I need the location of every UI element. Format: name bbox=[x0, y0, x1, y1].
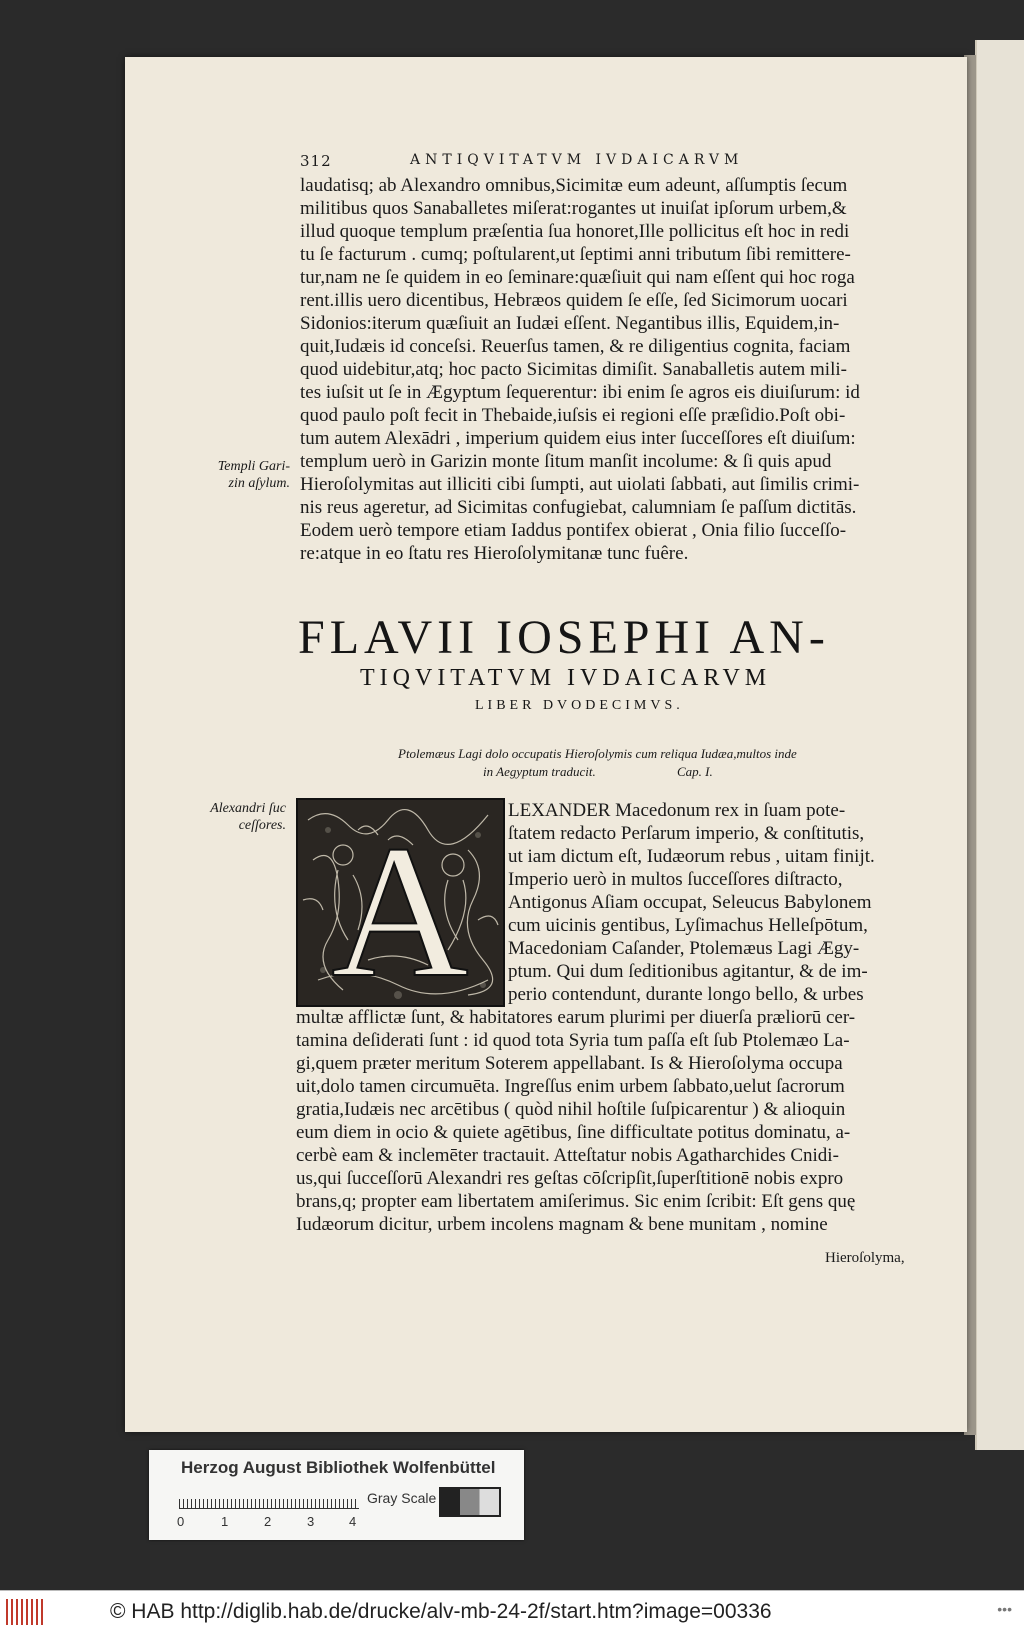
margin-note-line: Templi Gari- bbox=[217, 459, 290, 474]
text-line: perio contendunt, durante longo bello, & urbes bbox=[508, 984, 864, 1005]
margin-note-templi bbox=[190, 458, 290, 492]
facing-page-edge bbox=[975, 40, 1024, 1450]
running-head bbox=[300, 152, 820, 172]
scale-number: 1 bbox=[221, 1514, 229, 1529]
more-options-icon[interactable]: ••• bbox=[997, 1601, 1012, 1617]
source-url[interactable]: © HAB http://diglib.hab.de/drucke/alv-mb-24-2f/start.htm?image=00336 bbox=[110, 1600, 772, 1623]
text-line: Hieroſolymitas aut illiciti cibi ſumpti, aut uiolati ſabbati, aut ſimilis crimi- bbox=[300, 474, 860, 495]
chapter-summary-line-2: in Aegyptum traducit. bbox=[483, 764, 596, 779]
woodcut-illustration bbox=[298, 800, 503, 1005]
book-title-line-2: TIQVITATVM IVDAICARVM bbox=[360, 665, 772, 691]
text-line: re:atque in eo ſtatu res Hieroſolymitanæ tunc fuêre. bbox=[300, 543, 689, 564]
margin-note-line: Alexandri ſuc bbox=[210, 801, 286, 816]
chapter-number: Cap. I. bbox=[677, 764, 713, 779]
margin-note-line: zin aſylum. bbox=[228, 476, 290, 491]
text-line: tum autem Alexādri , imperium quidem eius inter ſucceſſores eſt diuiſum: bbox=[300, 428, 856, 449]
page-number: 312 bbox=[300, 152, 332, 170]
text-line: brans,q; propter eam libertatem amiſerimus. Sic enim ſcribit: Eſt gens quę bbox=[296, 1191, 856, 1212]
text-line: quod paulo poſt fecit in Thebaide,iuſsis ei regioni eſſe præſidio.Poſt obi- bbox=[300, 405, 846, 426]
initial-letter: A bbox=[331, 807, 469, 1005]
text-line: Iudæorum dicitur, urbem incolens magnam & bene munitam , nomine bbox=[296, 1214, 828, 1235]
scale-number: 2 bbox=[264, 1514, 272, 1529]
gray-scale-swatch bbox=[439, 1487, 501, 1517]
text-line: Eodem uerò tempore etiam Iaddus pontifex obierat , Onia filio ſucceſſo- bbox=[300, 520, 847, 541]
library-name: Herzog August Bibliothek Wolfenbüttel bbox=[181, 1458, 496, 1477]
book-title-line-3: LIBER DVODECIMVS. bbox=[475, 698, 684, 713]
text-line: Sidonios:iterum quæſiuit an Iudæi eſſent. Negantibus illis, Equidem,in- bbox=[300, 313, 840, 334]
text-line: uit,dolo tamen circumuēta. Ingreſſus enim urbem ſabbato,uelut ſacrorum bbox=[296, 1076, 845, 1097]
text-line: quit,Iudæis id conceſsi. Reuerſus tamen, & re diligentius cognita, faciam bbox=[300, 336, 851, 357]
text-line: ut iam dictum eſt, Iudæorum rebus , uitam finijt. bbox=[508, 846, 875, 867]
text-line: templum uerò in Garizin monte ſitum manſit incolume: & ſi quis apud bbox=[300, 451, 832, 472]
text-line: gratia,Iudæis nec arcētibus ( quòd nihil hoſtile ſuſpicarentur ) & alioquin bbox=[296, 1099, 846, 1120]
text-line: cerbè eam & inclemēter tractauit. Atteſtatur nobis Agatharchides Cnidi- bbox=[296, 1145, 839, 1166]
text-line: us,qui ſucceſſorū Alexandri res geſtas cōſcripſit,ſuperſtitionē nobis expro bbox=[296, 1168, 844, 1189]
text-line: quod uidebitur,atq; hoc pacto Sicimitas dimiſit. Sanaballetis autem mili- bbox=[300, 359, 847, 380]
viewer-footer bbox=[0, 1590, 1024, 1634]
text-line: ſtatem redacto Perſarum imperio, & conſtitutis, bbox=[508, 823, 865, 844]
ruler-scale bbox=[179, 1486, 359, 1509]
margin-note-line: ceſſores. bbox=[238, 818, 286, 833]
catchword: Hieroſolyma, bbox=[825, 1250, 905, 1266]
text-line: rent.illis uero dicentibus, Hebræos quidem ſe eſſe, ſed Sicimorum uocari bbox=[300, 290, 848, 311]
text-line: ptum. Qui dum ſeditionibus agitantur, & de im- bbox=[508, 961, 868, 982]
text-line: Macedoniam Caſander, Ptolemæus Lagi Ægy- bbox=[508, 938, 860, 959]
decorated-initial bbox=[296, 798, 505, 1007]
text-line: eum diem in ocio & quiete agētibus, ſine difficultate potitus dominatu, a- bbox=[296, 1122, 851, 1143]
text-line: tur,nam ne ſe quidem in eo ſeminare:quæſiuit qui nam eſſent qui hoc roga bbox=[300, 267, 855, 288]
gray-scale-label: Gray Scale bbox=[367, 1490, 437, 1506]
text-line: multæ afflictæ ſunt, & habitatores earum plurimi per diuerſa præliorū cer- bbox=[296, 1007, 856, 1028]
text-line: laudatisq; ab Alexandro omnibus,Sicimitæ eum adeunt, aſſumptis ſecum bbox=[300, 175, 848, 196]
text-line: Imperio uerò in multos ſucceſſores diſtracto, bbox=[508, 869, 843, 890]
text-line: tes iuſsit ut ſe in Ægyptum ſequerentur: ibi enim ſe agros eis diuiſurum: id bbox=[300, 382, 860, 403]
text-line: LEXANDER Macedonum rex in ſuam pote- bbox=[508, 800, 846, 821]
book-title-line-1: FLAVII IOSEPHI AN- bbox=[298, 611, 830, 664]
text-line: cum uicinis gentibus, Lyſimachus Helleſpōtum, bbox=[508, 915, 868, 936]
chapter-summary-line-1: Ptolemæus Lagi dolo occupatis Hieroſolymis cum reliqua Iudæa,multos inde bbox=[398, 746, 797, 761]
scale-number: 4 bbox=[349, 1514, 357, 1529]
running-title: ANTIQVITATVM IVDAICARVM bbox=[410, 152, 744, 168]
text-line: illud quoque templum præſentia ſua honoret,Ille pollicitus eſt hoc in redi bbox=[300, 221, 850, 242]
library-color-card bbox=[149, 1450, 524, 1540]
text-line: tamina deſiderati ſunt : id quod tota Syria tum paſſa eſt ſub Ptolemæo La- bbox=[296, 1030, 850, 1051]
scale-number: 0 bbox=[177, 1514, 185, 1529]
text-line: Antigonus Aſiam occupat, Seleucus Babylonem bbox=[508, 892, 872, 913]
text-line: nis reus ageretur, ad Sicimitas confugiebat, calumniam ſe paſſum dictitās. bbox=[300, 497, 857, 518]
scale-number: 3 bbox=[307, 1514, 315, 1529]
text-line: tu ſe facturum . cumq; poſtularent,ut ſeptimi anni tributum ſibi remittere- bbox=[300, 244, 851, 265]
hab-logo-icon bbox=[6, 1599, 46, 1625]
text-line: gi,quem præter meritum Soterem appellabant. Is & Hieroſolyma occupa bbox=[296, 1053, 843, 1074]
margin-note-alexandri bbox=[190, 800, 286, 834]
text-line: militibus quos Sanaballetes miſerat:rogantes ut inuiſat ipſorum urbem,& bbox=[300, 198, 847, 219]
